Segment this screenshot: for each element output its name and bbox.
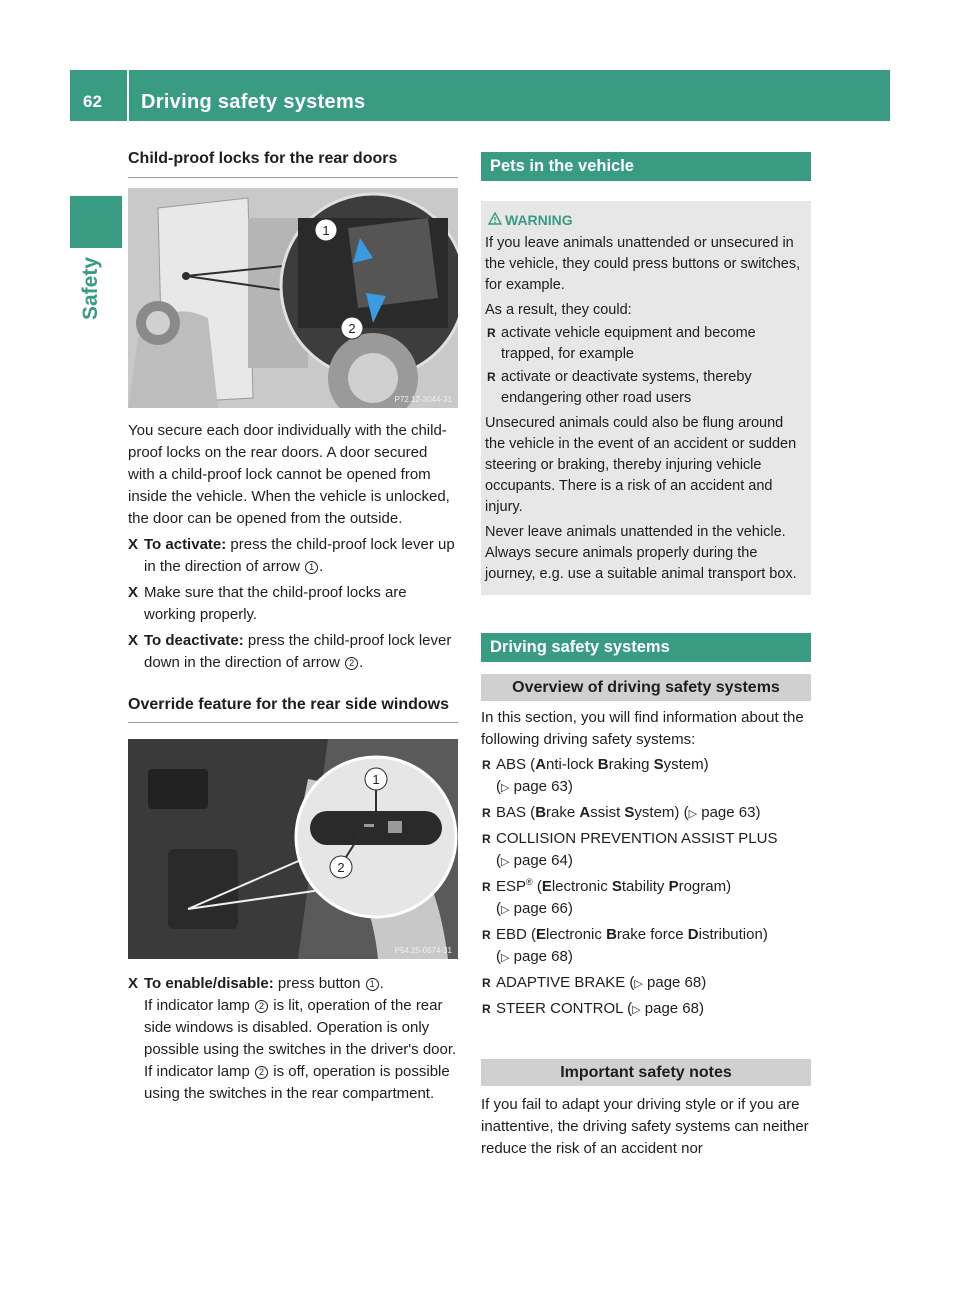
step-arrow-icon: X: [128, 536, 139, 553]
warning-paragraph-3: Unsecured animals could also be flung around the vehicle in the event of an accident or sudden steering or braking, thereby injuring vehicle occupants. There is a risk of an accident and injury.: [485, 415, 797, 515]
bullet-r-icon: R: [482, 832, 491, 846]
door-illustration: [128, 188, 458, 408]
svg-text:1: 1: [322, 223, 330, 238]
dss-heading: Driving safety systems: [481, 633, 811, 662]
childlock-heading: Child-proof locks for the rear doors: [128, 148, 458, 178]
page-ref-icon: ▷: [501, 904, 510, 916]
page-ref-icon: ▷: [634, 978, 643, 990]
header-divider: [127, 70, 129, 121]
page-ref-link[interactable]: page 68): [647, 974, 707, 991]
callout-1: 1: [366, 978, 379, 991]
warning-paragraph-2: As a result, they could:: [485, 302, 632, 318]
page-number: 62: [83, 92, 102, 111]
list-item-ebd: R EBD (Electronic Brake force Distribution) (▷ page 68): [482, 926, 768, 965]
callout-2: 2: [255, 1066, 268, 1079]
override-heading: Override feature for the rear side windows: [128, 694, 458, 723]
list-item-bas: R BAS (Brake Assist System) (▷ page 63): [481, 802, 811, 825]
warning-triangle-icon: [488, 212, 502, 225]
dss-subheading: Overview of driving safety systems: [481, 674, 811, 701]
figure-code: P72.12-3044-31: [394, 395, 452, 404]
callout-2: 2: [345, 657, 358, 670]
warning-box: [481, 201, 811, 595]
step-deactivate: X To deactivate: press the child-proof lock lever down in the direction of arrow 2 .: [128, 632, 452, 671]
right-column: [481, 152, 811, 1160]
left-column: [128, 148, 458, 1105]
list-item-adaptive-brake: R ADAPTIVE BRAKE (▷ page 68): [481, 972, 811, 995]
important-text: If you fail to adapt your driving style or if you are inattentive, the driving safety systems can neither reduce the risk of an accident nor: [481, 1096, 809, 1157]
page-ref-link[interactable]: page 64): [513, 852, 573, 869]
section-label: Safety: [79, 256, 102, 320]
warning-paragraph-1: If you leave animals unattended or unsecured in the vehicle, they could press buttons or switches, for example.: [485, 235, 801, 293]
page-ref-link[interactable]: page 66): [513, 900, 573, 917]
bullet-r-icon: R: [482, 880, 491, 894]
override-figure: [128, 739, 458, 959]
bullet-r-icon: R: [487, 370, 496, 384]
svg-text:2: 2: [348, 321, 356, 336]
step-activate: X To activate: press the child-proof lock lever up in the direction of arrow 1 .: [128, 536, 455, 575]
warning-bullet: R activate vehicle equipment and become trapped, for example: [487, 325, 756, 362]
step-enable-disable: X To enable/disable: press button 1 . If indicator lamp 2 is lit, operation of the rear side windows is disabled. Operation is only possible using the switches in the driver's door. If indicator lamp 2 is off, operation is possible using the switches in the rear compartment.: [128, 975, 457, 1102]
figure-code: P54.25-0674-31: [394, 946, 452, 955]
page-ref-icon: ▷: [632, 1004, 641, 1016]
childlock-figure: [128, 188, 458, 408]
warning-bullet: R activate or deactivate systems, thereby endangering other road users: [487, 369, 752, 406]
page-ref-link[interactable]: page 63): [701, 804, 761, 821]
bullet-r-icon: R: [487, 326, 496, 340]
bullet-r-icon: R: [482, 976, 491, 990]
childlock-paragraph: You secure each door individually with the child-proof locks on the rear doors. A door secured with a child-proof lock cannot be opened from inside the vehicle. When the vehicle is unlocked, the door can be opened from the outside.: [128, 422, 450, 527]
page-ref-icon: ▷: [501, 856, 510, 868]
bullet-r-icon: R: [482, 758, 491, 772]
step-check: X Make sure that the child-proof locks are working properly.: [128, 584, 407, 623]
bullet-r-icon: R: [482, 1002, 491, 1016]
page-ref-link[interactable]: page 68): [644, 1000, 704, 1017]
step-arrow-icon: X: [128, 632, 139, 649]
list-item-esp: R ESP® (Electronic Stability Program) (▷ page 66): [482, 877, 732, 917]
warning-title: WARNING: [485, 211, 803, 229]
dss-intro: In this section, you will find information about the following driving safety systems:: [481, 709, 804, 748]
list-item-collision-prevention: R COLLISION PREVENTION ASSIST PLUS (▷ page 64): [482, 830, 778, 869]
warning-paragraph-4: Never leave animals unattended in the vehicle. Always secure animals properly during the journey, e.g. use a suitable animal transport box.: [485, 524, 797, 582]
step-arrow-icon: X: [128, 584, 139, 601]
page-ref-link[interactable]: page 68): [513, 948, 573, 965]
page-ref-icon: ▷: [688, 808, 698, 820]
switch-illustration: [128, 739, 458, 959]
list-item-abs: R ABS (Anti-lock Braking System) (▷ page 63): [482, 756, 709, 795]
svg-text:2: 2: [337, 860, 345, 875]
step-arrow-icon: X: [128, 975, 139, 992]
callout-1: 1: [305, 561, 318, 574]
bullet-r-icon: R: [482, 806, 491, 820]
page-ref-link[interactable]: page 63): [513, 778, 573, 795]
important-heading: Important safety notes: [481, 1059, 811, 1086]
page-ref-icon: ▷: [501, 952, 510, 964]
callout-2: 2: [255, 1000, 268, 1013]
pets-heading: Pets in the vehicle: [481, 152, 811, 181]
svg-text:1: 1: [372, 772, 380, 787]
list-item-steer-control: R STEER CONTROL (▷ page 68): [481, 998, 811, 1021]
bullet-r-icon: R: [482, 928, 491, 942]
chapter-title: Driving safety systems: [141, 91, 366, 113]
page-ref-icon: ▷: [501, 782, 510, 794]
